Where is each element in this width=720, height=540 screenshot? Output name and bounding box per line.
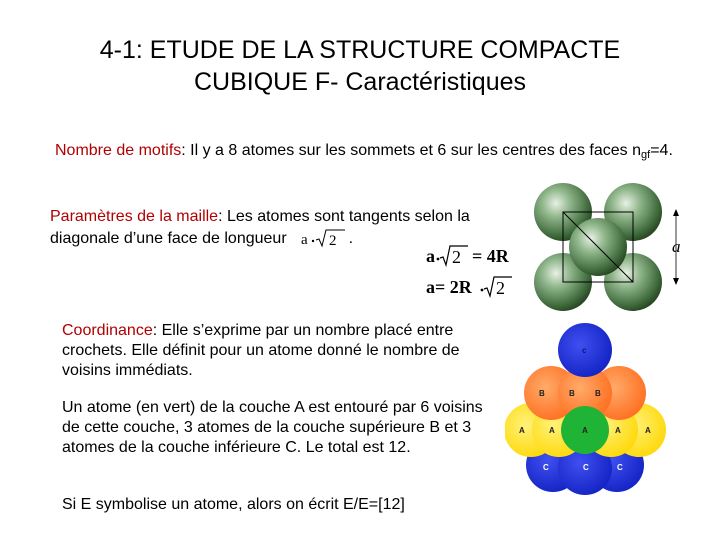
- inline-formula-a-sqrt2: [301, 227, 349, 249]
- maille-label: Paramètres de la maille: [50, 208, 219, 225]
- motifs-tail: =4.: [650, 142, 673, 159]
- coordinance-text: : Elle s’exprime par un nombre placé entre crochets. Elle définit pour un atome donné le nombre de voisins immédiats.: [62, 322, 460, 379]
- coordinance-label: Coordinance: [62, 322, 153, 339]
- layer-label-a: A: [582, 426, 588, 435]
- slide-title: [0, 34, 720, 98]
- layer-label-b: B: [539, 389, 545, 398]
- svg-text:= 4R: = 4R: [472, 246, 509, 266]
- voisins-paragraph: Un atome (en vert) de la couche A est entouré par 6 voisins de cette couche, 3 atomes de la couche supérieure B et 3 atomes de la couche inférieure C. Le total est 12.: [62, 399, 483, 456]
- coordinance-paragraph: [62, 321, 492, 381]
- stacking-layers-figure: [505, 320, 685, 495]
- maille-text-1: : Les atomes sont tangents selon la: [218, 208, 470, 225]
- title-line-1: 4-1: ETUDE DE LA STRUCTURE COMPACTE: [99, 36, 621, 64]
- motifs-subscript: gf: [641, 149, 651, 161]
- layer-label-a: A: [549, 426, 555, 435]
- svg-text:a: a: [426, 246, 435, 266]
- svg-text:2: 2: [496, 278, 505, 298]
- title-line-2: CUBIQUE F- Caractéristiques: [193, 68, 527, 96]
- maille-text-3: .: [348, 230, 354, 247]
- svg-text:a= 2R: a= 2R: [426, 277, 472, 297]
- layer-label-c: C: [583, 463, 589, 472]
- layer-label-b: B: [569, 389, 575, 398]
- motifs-text: : Il y a 8 atomes sur les sommets et 6 sur les centres des faces n: [181, 142, 642, 159]
- svg-text:2: 2: [452, 247, 461, 267]
- maille-text-2: diagonale d’une face de longueur: [50, 230, 287, 247]
- layer-label-a: A: [645, 426, 651, 435]
- motifs-paragraph: [55, 141, 675, 165]
- notation-paragraph: Si E symbolise un atome, alors on écrit E/E=[12]: [62, 496, 405, 513]
- svg-text:2: 2: [328, 233, 337, 249]
- layer-label-c: C: [543, 463, 549, 472]
- svg-text:c: c: [582, 346, 587, 355]
- layer-label-a: A: [615, 426, 621, 435]
- edge-label-a: a: [672, 237, 681, 256]
- formula-diagonal: [424, 241, 534, 269]
- motifs-label: Nombre de motifs: [55, 142, 182, 159]
- svg-text:a: a: [300, 232, 308, 248]
- layer-label-a: A: [519, 426, 525, 435]
- formula-parameter: [424, 272, 534, 300]
- layer-label-c: C: [617, 463, 623, 472]
- layer-label-b: B: [595, 389, 601, 398]
- fcc-face-figure: [528, 178, 693, 323]
